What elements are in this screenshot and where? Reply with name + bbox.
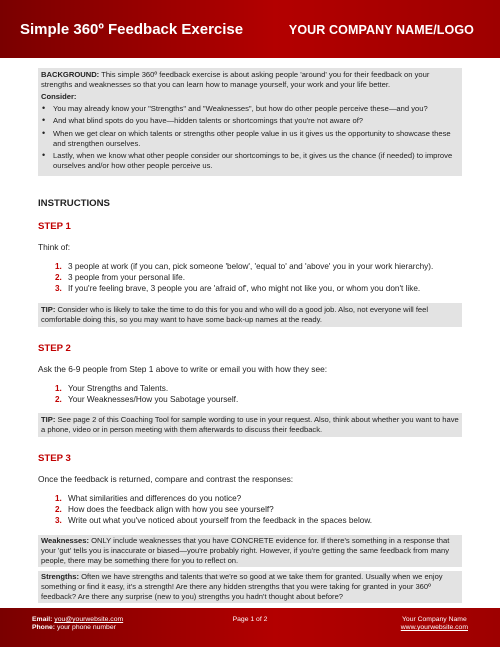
item-text: If you're feeling brave, 3 people you are 'afraid of', who might not like you, or whom you don't like. — [68, 283, 421, 293]
consider-heading: Consider: — [41, 92, 77, 102]
item-text: Write out what you've noticed about yourself from the feedback in the spaces below. — [68, 515, 373, 525]
tip-label: TIP: — [41, 415, 56, 425]
weaknesses-label: Weaknesses: — [41, 535, 89, 545]
tip-text: Consider who is likely to take the time to do this for you and who will do a good job. Also, not everyone will feel comfortable doing this, so you may want to have some back-up names at the ready. — [41, 304, 429, 324]
phone-number: your phone number — [56, 624, 116, 632]
step2-list — [38, 384, 462, 406]
strengths-label: Strengths: — [41, 571, 79, 581]
step2-intro: Ask the 6-9 people from Step 1 above to write or email you with how they see: — [38, 363, 328, 374]
company-name: Your Company Name — [402, 616, 467, 623]
step3-intro: Once the feedback is returned, compare and contrast the responses: — [38, 474, 294, 485]
document-body — [38, 68, 462, 603]
weaknesses-text: ONLY include weaknesses that you have CONCRETE evidence for. If there's something in a response that your 'gut' tells you is inaccurate or biased—you're probably right. However, if you're getting the same feedback from many people, there may be something there for you to reflect on. — [41, 535, 450, 565]
page-number: Page 1 of 2 — [232, 616, 268, 623]
instructions-heading: INSTRUCTIONS — [38, 198, 110, 210]
item-number: 1. — [55, 494, 62, 504]
background-paragraph — [41, 70, 459, 89]
item-number: 1. — [55, 262, 62, 272]
consider-item: • Lastly, when we know what other people consider our shortcomings to be, it gives us the chance (if needed) to improve ourselves and/or how other people perceive us. — [41, 151, 459, 170]
email-label: Email: — [32, 616, 53, 623]
strengths-text: Often we have strengths and talents that we're so good at we take them for granted. Usually when we enjoy something or find it easy, it's a strength! Are there any hidden strengths that you were taking for granted in your 360º feedback? Are there any surprise (new to you) strengths you hadn't thought about before? — [41, 571, 443, 601]
item-text: What similarities and differences do you notice? — [68, 494, 242, 504]
item-text: Your Strengths and Talents. — [68, 383, 169, 393]
item-number: 2. — [55, 273, 62, 283]
step1-item — [55, 273, 462, 284]
step1-list — [38, 262, 462, 294]
email-link[interactable]: you@yourwebsite.com — [54, 616, 124, 623]
item-number: 2. — [55, 505, 62, 515]
tip-text: See page 2 of this Coaching Tool for sample wording to use in your request. Also, think about whether you want to have a phone, video or in person meeting with them afterwards to discuss their feedback. — [41, 415, 459, 435]
strengths-note — [38, 571, 462, 603]
item-number: 3. — [55, 515, 62, 525]
step1-intro: Think of: — [38, 242, 71, 253]
item-number: 1. — [55, 383, 62, 393]
company-logo-text: YOUR COMPANY NAME/LOGO — [288, 23, 474, 37]
step3-item — [55, 516, 462, 527]
footer-company — [401, 616, 468, 633]
step3-item — [55, 505, 462, 516]
step1-item — [55, 262, 462, 273]
consider-item: • When we get clear on which talents or strengths other people value in us it gives us the opportunity to showcase these and strengthen ourselves. — [41, 129, 459, 148]
footer-phone-line — [32, 624, 123, 632]
step3-list — [38, 494, 462, 526]
document-title: Simple 360º Feedback Exercise — [20, 21, 244, 38]
item-number: 2. — [55, 394, 62, 404]
background-box — [38, 68, 462, 176]
consider-item: • You may already know your "Strengths" and "Weaknesses", but how do other people perceive these—and you? — [41, 104, 459, 114]
background-text: This simple 360º feedback exercise is about asking people 'around' you for their feedback on your strengths and weaknesses so that you can learn how to manage yourself, your work and your life better. — [41, 70, 430, 89]
consider-item: • And what blind spots do you have—hidden talents or shortcomings that you're not aware of? — [41, 116, 459, 126]
step3-heading: STEP 3 — [38, 453, 71, 465]
item-text: 3 people at work (if you can, pick someone 'below', 'equal to' and 'above' you in your work hierarchy). — [68, 262, 434, 272]
consider-list — [41, 104, 459, 171]
page-footer — [0, 608, 500, 647]
item-number: 3. — [55, 283, 62, 293]
step1-tip — [38, 303, 462, 327]
step1-item — [55, 284, 462, 295]
weaknesses-note — [38, 535, 462, 567]
page-header — [0, 0, 500, 58]
background-label: BACKGROUND: — [41, 70, 100, 79]
tip-label: TIP: — [41, 304, 56, 314]
step1-heading: STEP 1 — [38, 221, 71, 233]
item-text: 3 people from your personal life. — [68, 273, 185, 283]
website-link[interactable]: www.yourwebsite.com — [400, 624, 468, 632]
step2-item — [55, 395, 462, 406]
step3-item — [55, 494, 462, 505]
step2-heading: STEP 2 — [38, 342, 71, 354]
step2-item — [55, 384, 462, 395]
step2-tip — [38, 413, 462, 437]
item-text: Your Weaknesses/How you Sabotage yourself. — [68, 394, 239, 404]
phone-label: Phone: — [32, 624, 56, 632]
item-text: How does the feedback align with how you see yourself? — [68, 505, 274, 515]
